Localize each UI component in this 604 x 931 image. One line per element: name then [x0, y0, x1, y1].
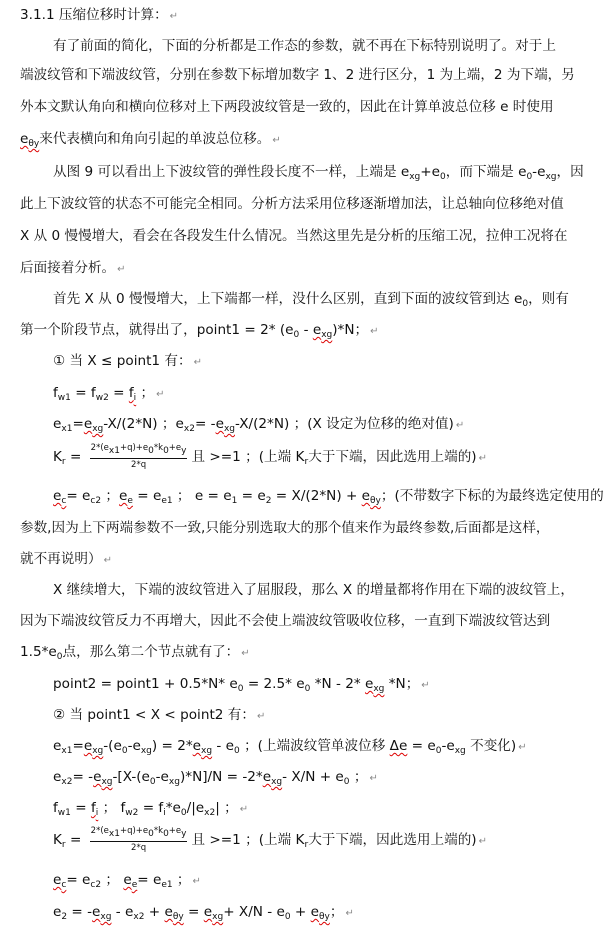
para2-line2: 此上下波纹管的状态不可能完全相同。分析方法采用位移逐渐增加法，让总轴向位移绝对值 [20, 196, 564, 212]
case2-heading: ② 当 point1 < X < point2 有： ↵ [53, 707, 266, 723]
case1-note-line2: 参数,因为上下两端参数不一致,只能分别选取大的那个值来作为最终参数,后面都是这样， [20, 520, 550, 536]
case2-ex2: $e_{x2}= -e_{xg}-[X-(e_0-e_{xg})*N]/N = -2*e_{xg}-$ $X/N + e_0$ ； ↵ [53, 769, 378, 787]
case1-heading: ① 当 X ≤ point1 有： ↵ [53, 353, 202, 369]
para2-line3: X 从 0 慢慢增大，看会在各段发生什么情况。当然这里先是分析的压缩工况，拉伸工况将在 [20, 228, 568, 244]
case1-e-line: $e_c= e_{c2}$ ；$e_e = e_{e1}$ ； $e = e_1 = e_2 = X/(2*N) + e_{\theta y}$；(不带数字下标的为最终选定使用的 [53, 488, 604, 506]
para2-line1: 从图 9 可以看出上下波纹管的弹性段长度不一样，上端是 $e_{xg}+e_0$，而下端是 $e_0-e_{xg}$，因 [53, 164, 584, 182]
para1-line3: 外本文默认角向和横向位移对上下两段波纹管是一致的，因此在计算单波总位移 e 时使用 [20, 99, 554, 115]
case1-kr-fraction: $\frac{2*(ex1+q)+e0*k0+ey}{2*q}$ [90, 443, 187, 470]
para1-line1: 有了前面的简化，下面的分析都是工作态的参数，就不再在下标特别说明了。对于上 [53, 38, 556, 54]
case2-kr: $K_r$ = $\frac{2*(ex1+q)+e0*k0+ey}{2*q}$ 且 >=1 ；(上端 $K_r$大于下端，因此选用上端的) ↵ [53, 826, 488, 853]
para4-line3: $1.5*e_0$点，那么第二个节点就有了： ↵ [20, 644, 250, 662]
para4-line2: 因为下端波纹管反力不再增大，因此不会使上端波纹管吸收位移，一直到下端波纹管达到 [20, 613, 551, 629]
point2-formula: point2 = point1 + 0.5*N* $e_0 = 2.5*$ $e_0$ *N - 2* $e_{xg}$ *N； ↵ [53, 676, 430, 694]
case1-kr: $K_r$ = $\frac{2*(ex1+q)+e0*k0+ey}{2*q}$ 且 >=1 ；(上端 $K_r$大于下端，因此选用上端的) ↵ [53, 443, 488, 470]
para3-line1: 首先 X 从 0 慢慢增大，上下端都一样，没什么区别，直到下面的波纹管到达 $e_0$，则有 [53, 291, 569, 309]
para1-line4: $e_{\theta y}$来代表横向和角向引起的单波总位移。 ↵ [20, 131, 281, 149]
case2-kr-fraction: $\frac{2*(ex1+q)+e0*k0+ey}{2*q}$ [90, 826, 187, 853]
para3-line2: 第一个阶段节点，就得出了，point1 = 2* $(e_0 - e_{xg})*N$； ↵ [20, 322, 379, 340]
case2-e2-line: $e_2 = -e_{xg} - e_{x2} + e_{\theta y} = e_{xg}+ X/N - e_0 + e_{\theta y}$； ↵ [53, 904, 354, 922]
section-title: 3.1.1 压缩位移时计算： ↵ [20, 7, 179, 23]
para2-line4: 后面接着分析。 ↵ [20, 260, 126, 276]
case1-note-line3: 就不再说明） ↵ [20, 551, 112, 567]
case2-fw: $f_{w1} = f_i$ ； $f_{w2} = f_i*e_0/|e_{x2}|$ ； ↵ [53, 800, 249, 818]
case2-ex1: $e_{x1}=e_{xg}-(e_0-e_{xg}) = 2*e_{xg} - e_0$ ；(上端波纹管单波位移 $\Delta e = e_0-e_{xg}$ 不变化) ↵ [53, 738, 527, 756]
case1-ex: $e_{x1}=e_{xg}-X/(2*N)$ ；$e_{x2}= -e_{xg}-X/(2*N)$ ；(X 设定为位移的绝对值) ↵ [53, 416, 465, 434]
para4-line1: X 继续增大，下端的波纹管进入了屈服段，那么 X 的增量都将作用在下端的波纹管上， [53, 582, 574, 598]
case1-fw: $f_{w1} = f_{w2} = f_i$ ； ↵ [53, 385, 165, 403]
case2-ec-line: $e_c= e_{c2}$ ； $e_e= e_{e1}$ ； ↵ [53, 872, 201, 890]
para1-line2: 端波纹管和下端波纹管，分别在参数下标增加数字 1、2 进行区分，1 为上端，2 为下端，另 [20, 67, 575, 83]
